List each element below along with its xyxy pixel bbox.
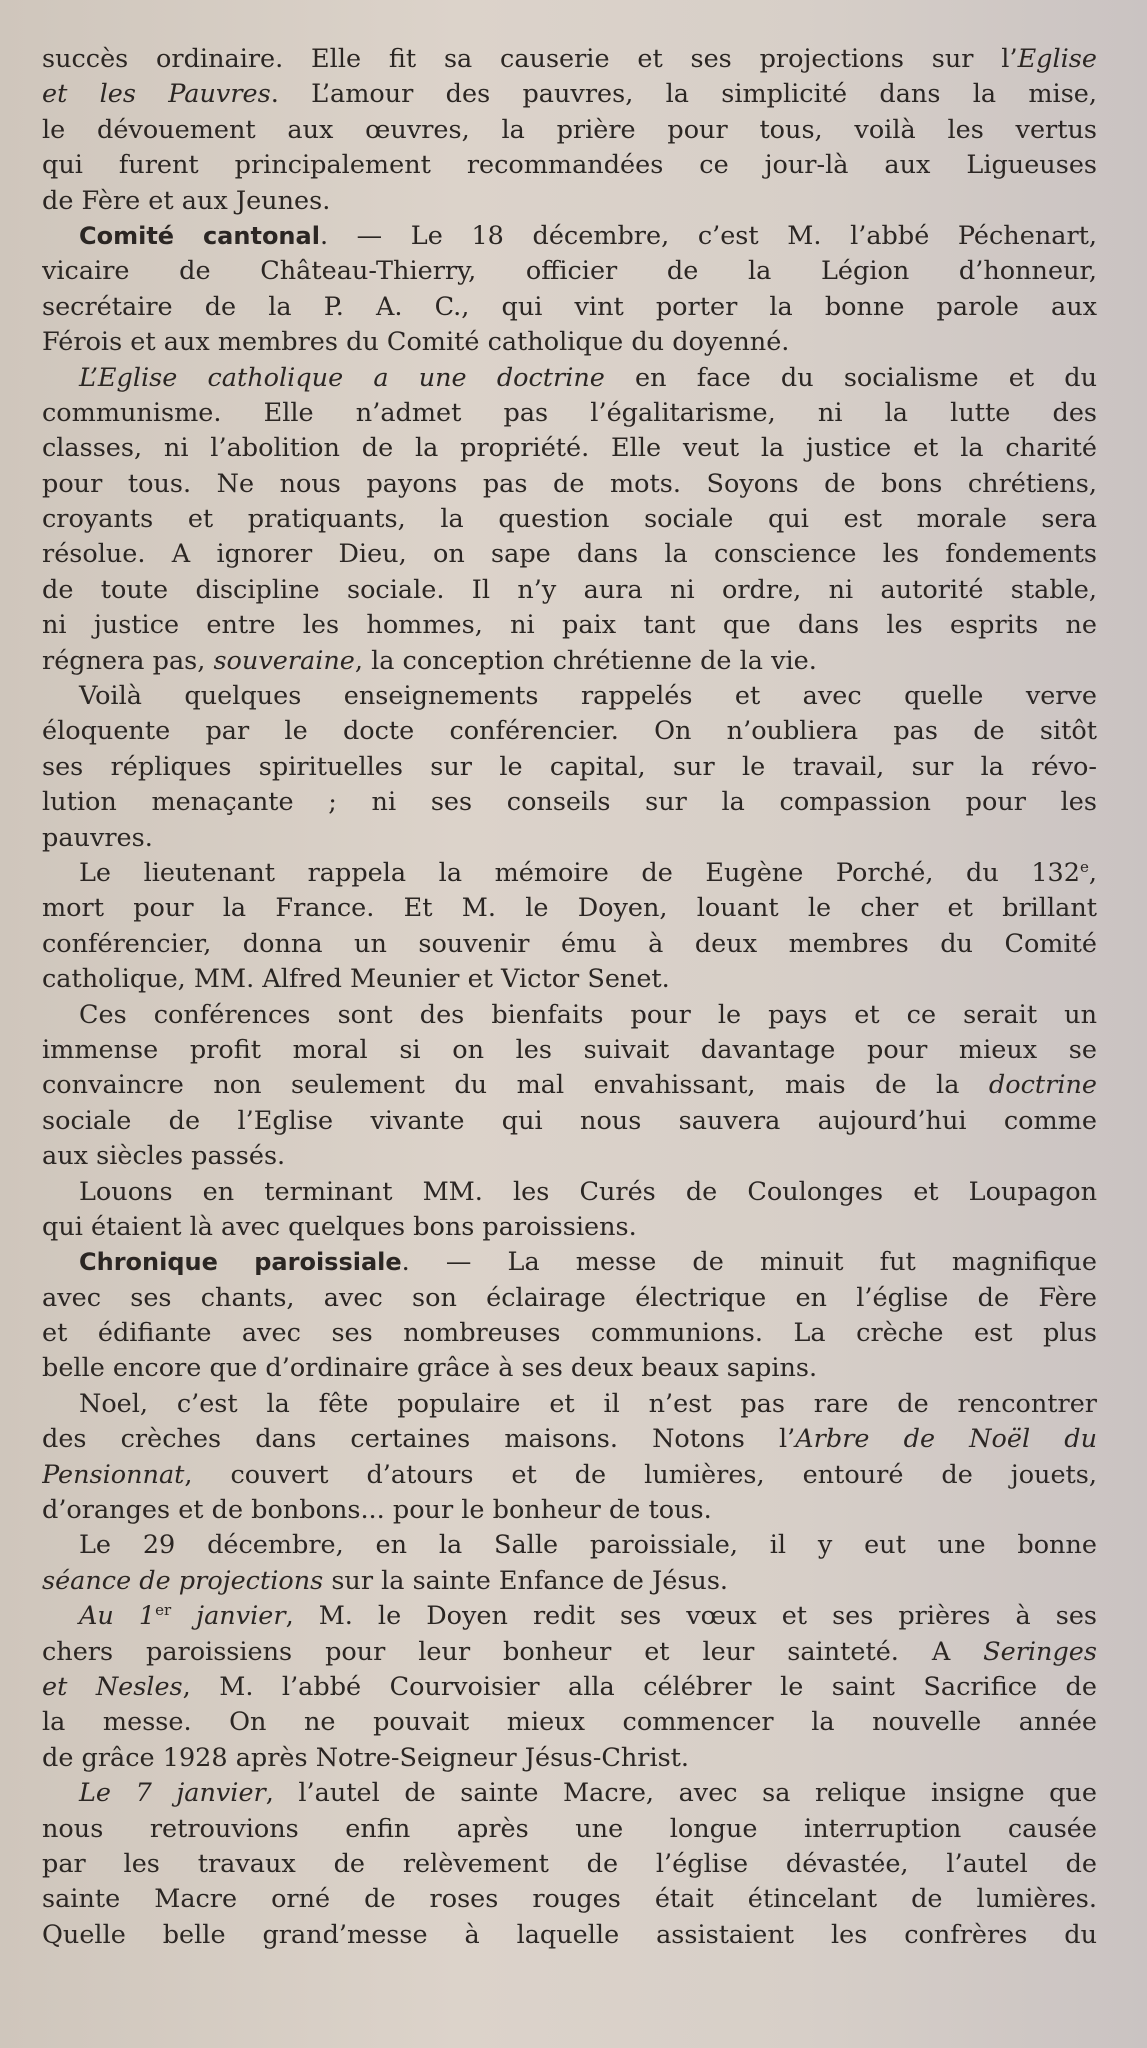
text-run: belle encore que d’ordinaire grâce à ses deux beaux sapins. <box>42 1353 818 1384</box>
text-line <box>42 785 1097 820</box>
text-line <box>42 750 1097 785</box>
text-run: de toute discipline sociale. Il n’y aura ni ordre, ni autorité stable, <box>42 574 1097 605</box>
text-run: qui furent principalement recommandées ce jour-là aux Ligueuses <box>42 150 1097 181</box>
italic-text: Pensionnat <box>42 1459 185 1490</box>
text-run: avec ses chants, avec son éclairage électrique en l’église de Fère <box>42 1282 1097 1313</box>
italic-text: Le 7 janvier <box>79 1778 266 1809</box>
text-run: et édifiante avec ses nombreuses communions. La crèche est plus <box>42 1318 1097 1349</box>
text-line <box>42 1670 1097 1705</box>
section-heading: Comité cantonal <box>79 221 320 250</box>
text-run: en face du socialisme et du <box>604 362 1097 393</box>
text-run: communisme. Elle n’admet pas l’égalitarisme, ni la lutte des <box>42 397 1097 428</box>
text-run: conférencier, donna un souvenir ému à deux membres du Comité <box>42 928 1097 959</box>
italic-text: Seringes <box>983 1636 1097 1667</box>
text-line <box>42 148 1097 183</box>
section-heading: Chronique paroissiale <box>79 1248 402 1277</box>
text-run: Ces conférences sont des bienfaits pour le pays et ce serait un <box>79 999 1097 1030</box>
text-run: éloquente par le docte conférencier. On n’oubliera pas de sitôt <box>42 716 1097 747</box>
text-line <box>42 1705 1097 1740</box>
text-line <box>42 1564 1097 1599</box>
text-line <box>42 1812 1097 1847</box>
text-line <box>42 1882 1097 1917</box>
italic-text: et les Pauvres <box>42 79 271 110</box>
italic-text: Eglise <box>1017 44 1097 74</box>
text-line <box>42 1599 1097 1634</box>
italic-text: doctrine <box>988 1070 1097 1101</box>
text-line <box>42 1210 1097 1245</box>
text-line <box>42 1104 1097 1139</box>
text-line <box>42 325 1097 360</box>
text-run: Le 29 décembre, en la Salle paroissiale, il y eut une bonne <box>79 1530 1097 1561</box>
text-line <box>42 184 1097 219</box>
text-line <box>42 1033 1097 1068</box>
text-line <box>42 1918 1097 1953</box>
text-line <box>42 1847 1097 1882</box>
text-run: pour tous. Ne nous payons pas de mots. Soyons de bons chrétiens, <box>42 468 1097 499</box>
text-run: ni justice entre les hommes, ni paix tant que dans les esprits ne <box>42 610 1097 641</box>
text-line <box>42 1741 1097 1776</box>
text-line <box>42 821 1097 856</box>
text-line <box>42 219 1097 254</box>
italic-text: Au 1 <box>79 1601 156 1632</box>
text-run: secrétaire de la P. A. C., qui vint porter la bonne parole aux <box>42 291 1097 322</box>
text-run: , M. le Doyen redit ses vœux et ses prières à ses <box>285 1601 1097 1632</box>
text-run: , la conception chrétienne de la vie. <box>354 645 817 676</box>
text-line <box>42 714 1097 749</box>
text-run: le dévouement aux œuvres, la prière pour tous, voilà les vertus <box>42 114 1097 145</box>
text-run: . — Le 18 décembre, c’est M. l’abbé Péchenart, <box>319 220 1097 251</box>
text-run: vicaire de Château-Thierry, officier de la Légion d’honneur, <box>42 256 1097 287</box>
text-run: sur la sainte Enfance de Jésus. <box>323 1565 729 1596</box>
text-line <box>42 77 1097 112</box>
text-run: , <box>1088 857 1097 888</box>
text-run: pauvres. <box>42 822 153 853</box>
text-line <box>42 1068 1097 1103</box>
text-run: Voilà quelques enseignements rappelés et avec quelle verve <box>79 681 1097 712</box>
text-run: sainte Macre orné de roses rouges était étincelant de lumières. <box>42 1884 1097 1915</box>
text-line <box>42 573 1097 608</box>
text-run: de grâce 1928 après Notre-Seigneur Jésus-Christ. <box>42 1742 690 1773</box>
text-run: sociale de l’Eglise vivante qui nous sauvera aujourd’hui comme <box>42 1105 1097 1136</box>
text-run: de Fère et aux Jeunes. <box>42 185 331 216</box>
text-run: lution menaçante ; ni ses conseils sur la compassion pour les <box>42 787 1097 818</box>
text-line <box>42 361 1097 396</box>
text-run: mort pour la France. Et M. le Doyen, louant le cher et brillant <box>42 893 1097 924</box>
text-line <box>42 1387 1097 1422</box>
text-line <box>42 1281 1097 1316</box>
italic-text: séance de projections <box>42 1565 324 1596</box>
text-line <box>42 1493 1097 1528</box>
superscript: e <box>1080 857 1089 876</box>
text-run: qui étaient là avec quelques bons paroissiens. <box>42 1211 637 1242</box>
text-line <box>42 290 1097 325</box>
text-run: résolue. A ignorer Dieu, on sape dans la conscience les fondements <box>42 539 1097 570</box>
text-run: régnera pas, <box>42 645 214 676</box>
text-line <box>42 1316 1097 1351</box>
text-run: , couvert d’atours et de lumières, entouré de jouets, <box>184 1459 1097 1490</box>
text-line <box>42 1422 1097 1457</box>
text-line <box>42 608 1097 643</box>
text-line <box>42 1458 1097 1493</box>
text-line <box>42 1776 1097 1811</box>
italic-text: souveraine <box>213 645 355 676</box>
text-line <box>42 113 1097 148</box>
text-line <box>42 856 1097 891</box>
text-run: la messe. On ne pouvait mieux commencer la nouvelle année <box>42 1707 1097 1738</box>
text-run: . L’amour des pauvres, la simplicité dans la mise, <box>270 79 1097 110</box>
text-run: Louons en terminant MM. les Curés de Coulonges et Loupagon <box>79 1176 1097 1207</box>
text-line <box>42 1139 1097 1174</box>
text-run: , M. l’abbé Courvoisier alla célébrer le saint Sacrifice de <box>182 1671 1097 1702</box>
text-line <box>42 42 1097 77</box>
text-line <box>42 1245 1097 1280</box>
text-run: aux siècles passés. <box>42 1141 286 1172</box>
text-line <box>42 502 1097 537</box>
text-run: par les travaux de relèvement de l’église dévastée, l’autel de <box>42 1848 1097 1879</box>
italic-text: janvier <box>171 1601 286 1632</box>
text-run: succès ordinaire. Elle fit sa causerie et ses projections sur l’ <box>42 44 1018 74</box>
text-run: chers paroissiens pour leur bonheur et leur sainteté. A <box>42 1636 984 1667</box>
text-line <box>42 644 1097 679</box>
text-run: d’oranges et de bonbons... pour le bonheur de tous. <box>42 1495 712 1526</box>
text-line <box>42 1351 1097 1386</box>
italic-text: L’Eglise catholique a une doctrine <box>79 362 605 393</box>
text-run: ses répliques spirituelles sur le capital, sur le travail, sur la révo- <box>42 751 1097 782</box>
text-run: des crèches dans certaines maisons. Notons l’ <box>42 1424 796 1455</box>
text-run: classes, ni l’abolition de la propriété. Elle veut la justice et la charité <box>42 433 1097 464</box>
text-line <box>42 1635 1097 1670</box>
text-line <box>42 537 1097 572</box>
text-run: immense profit moral si on les suivait davantage pour mieux se <box>42 1034 1097 1065</box>
text-run: nous retrouvions enfin après une longue interruption causée <box>42 1813 1097 1844</box>
italic-text: Arbre de Noël du <box>795 1424 1097 1455</box>
text-run: Quelle belle grand’messe à laquelle assistaient les confrères du <box>42 1919 1097 1950</box>
text-run: convaincre non seulement du mal envahissant, mais de la <box>42 1070 989 1101</box>
text-run: Férois et aux membres du Comité catholique du doyenné. <box>42 327 790 358</box>
text-line <box>42 891 1097 926</box>
text-line <box>42 998 1097 1033</box>
text-line <box>42 431 1097 466</box>
text-line <box>42 679 1097 714</box>
text-body <box>42 42 1097 1953</box>
text-run: , l’autel de sainte Macre, avec sa relique insigne que <box>265 1778 1097 1809</box>
text-line <box>42 1528 1097 1563</box>
text-line <box>42 396 1097 431</box>
superscript: er <box>155 1601 172 1620</box>
text-line <box>42 1175 1097 1210</box>
text-run: croyants et pratiquants, la question sociale qui est morale sera <box>42 504 1097 535</box>
text-run: Le lieutenant rappela la mémoire de Eugène Porché, du 132 <box>79 857 1080 888</box>
text-run: . — La messe de minuit fut magnifique <box>401 1247 1097 1278</box>
text-line <box>42 254 1097 289</box>
text-line <box>42 927 1097 962</box>
text-run: Noel, c’est la fête populaire et il n’est pas rare de rencontrer <box>79 1388 1097 1419</box>
text-line <box>42 962 1097 997</box>
text-line <box>42 467 1097 502</box>
text-run: catholique, MM. Alfred Meunier et Victor Senet. <box>42 964 670 995</box>
italic-text: et Nesles <box>42 1671 183 1702</box>
